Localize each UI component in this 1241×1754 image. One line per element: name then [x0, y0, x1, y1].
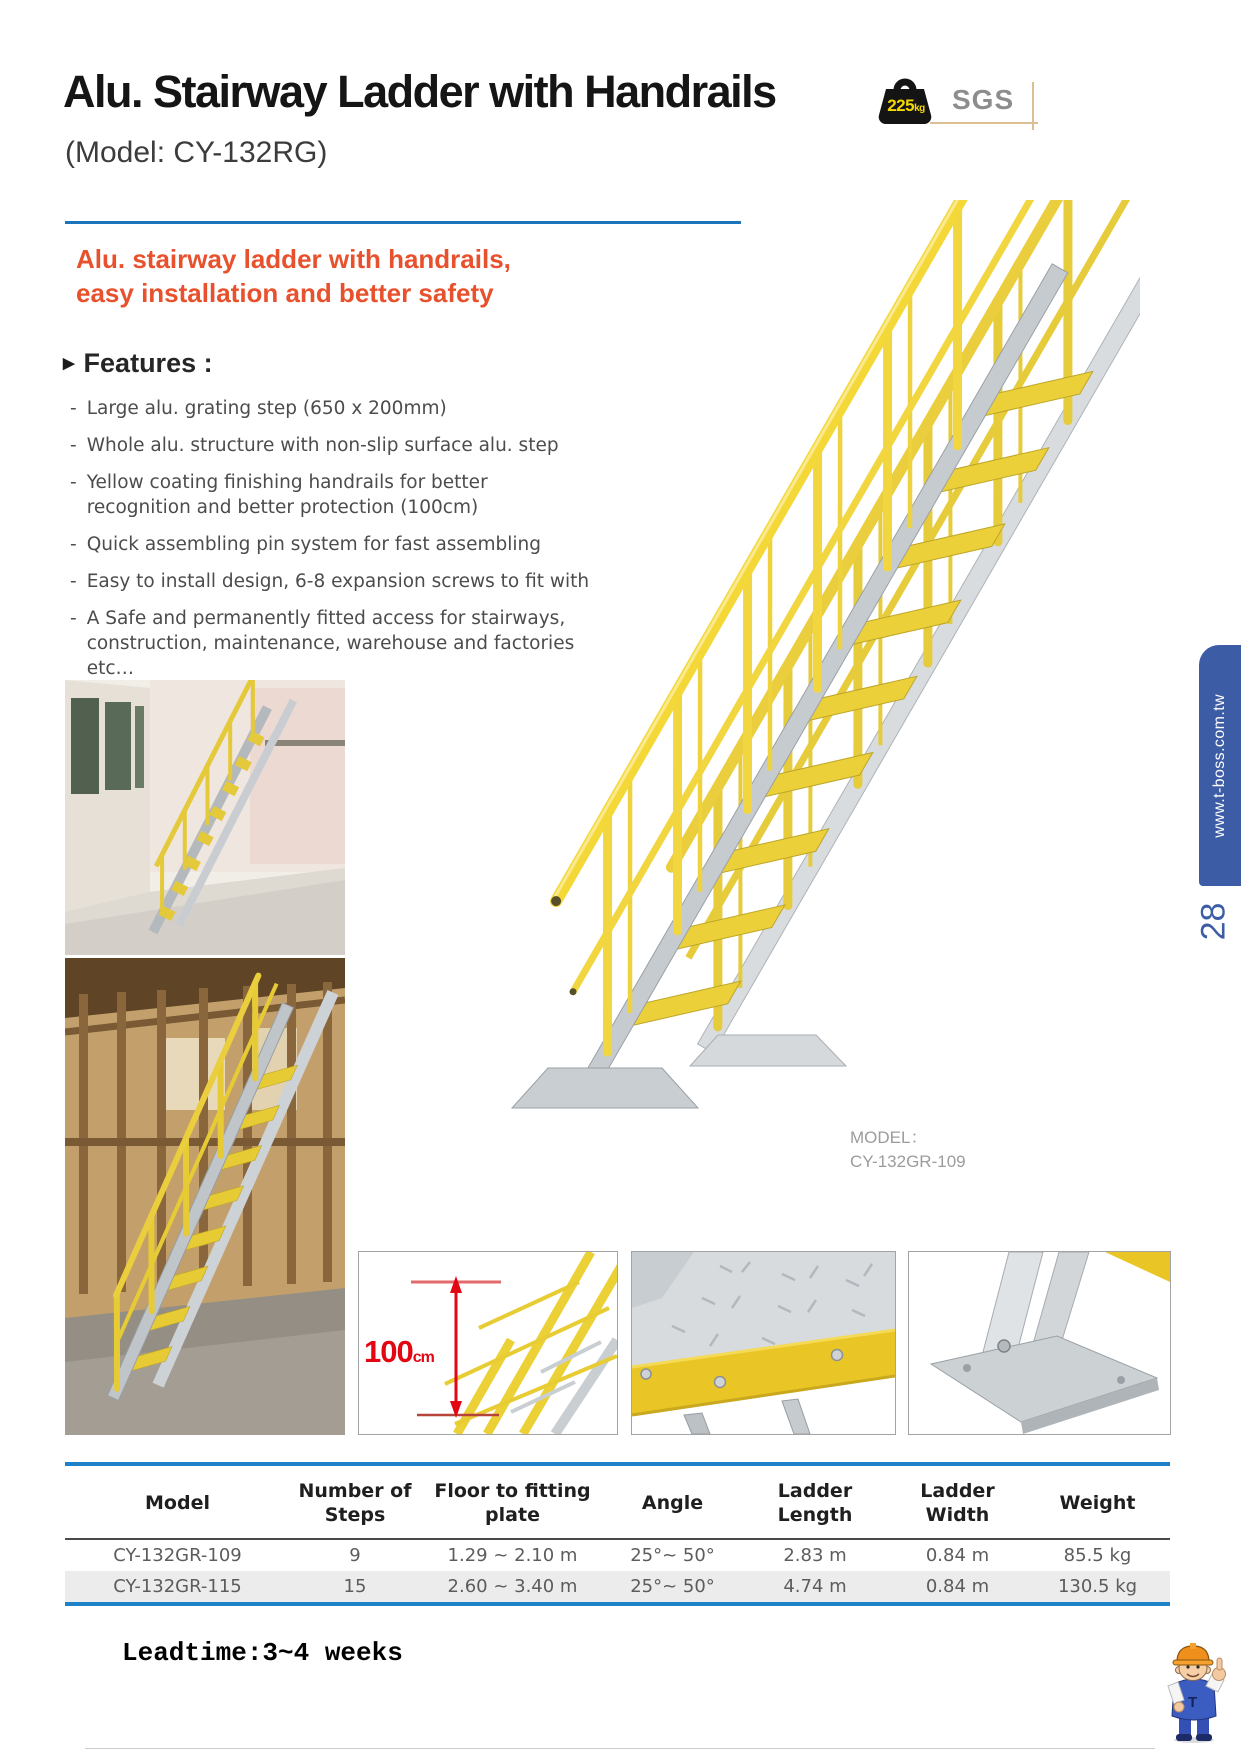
website-side-tab [1199, 645, 1241, 886]
weight-capacity-label: 225kg [887, 96, 925, 115]
sgs-crossline [1032, 82, 1034, 130]
list-item: - Yellow coating finishing handrails for better recognition and better protection (100cm) [70, 472, 488, 518]
base-plates [512, 1035, 846, 1108]
detail-image-foot-plate [908, 1251, 1171, 1435]
col-header: Ladder Length [740, 1464, 890, 1539]
product-headline: Alu. stairway ladder with handrails, easy installation and better safety [76, 244, 511, 308]
table-row: CY-132GR-115 15 2.60 ~ 3.40 m 25°~ 50° 4.74 m 0.84 m 130.5 kg [65, 1571, 1170, 1604]
sgs-underline [930, 122, 1038, 124]
sgs-logo: SGS [952, 84, 1015, 115]
mascot-worker-icon [1162, 1632, 1226, 1744]
list-item: - Large alu. grating step (650 x 200mm) [70, 398, 447, 419]
website-url: www.t-boss.com.tw [1211, 693, 1228, 838]
col-header: Weight [1025, 1464, 1170, 1539]
col-header: Number of Steps [290, 1464, 420, 1539]
model-subtitle: (Model: CY-132RG) [65, 136, 328, 169]
features-heading: ▶ Features : [63, 348, 213, 378]
page-title: Alu. Stairway Ladder with Handrails [63, 66, 776, 117]
table-header-row [65, 1464, 1170, 1539]
detail-image-step-surface [631, 1251, 896, 1435]
list-item: - Whole alu. structure with non-slip surface alu. step [70, 435, 559, 456]
list-item: - Quick assembling pin system for fast assembling [70, 534, 541, 555]
spec-table [65, 1462, 1170, 1606]
col-header: Model [65, 1464, 290, 1539]
handrail-height-label: 100cm [364, 1334, 434, 1369]
model-caption: MODEL： CY-132GR-109 [850, 1128, 966, 1171]
col-header: Floor to fitting plate [420, 1464, 605, 1539]
col-header: Angle [605, 1464, 740, 1539]
page-bottom-rule [85, 1748, 1155, 1749]
list-item: - Easy to install design, 6-8 expansion screws to fit with [70, 571, 590, 592]
leadtime-note: Leadtime:3~4 weeks [122, 1638, 403, 1668]
col-header: Ladder Width [890, 1464, 1025, 1539]
product-render-stairway-ladder [400, 200, 1140, 1130]
table-row: CY-132GR-109 9 1.29 ~ 2.10 m 25°~ 50° 2.83 m 0.84 m 85.5 kg [113, 1545, 1132, 1566]
installed-ladder-photo-indoor [65, 680, 345, 955]
installed-ladder-photo-construction [65, 958, 345, 1435]
triangle-bullet-icon: ▶ [63, 355, 75, 372]
page-number: 28 [1194, 902, 1233, 940]
front-handrail [499, 200, 1140, 1052]
mascot-chest-letter: T [1188, 1694, 1198, 1711]
list-item: - A Safe and permanently fitted access for stairways, construction, maintenance, warehouse and factories etc… [70, 608, 575, 679]
